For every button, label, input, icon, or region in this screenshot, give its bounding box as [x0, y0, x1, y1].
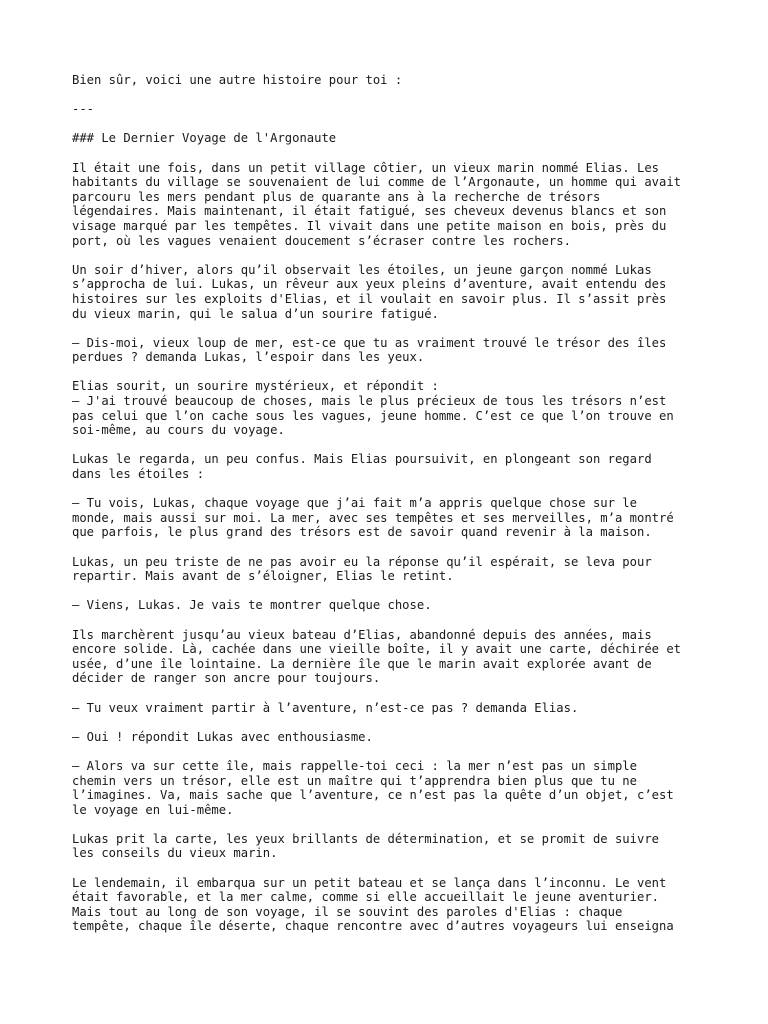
text-line: Lukas, un peu triste de ne pas avoir eu la réponse qu’il espérait, se leva pour [72, 554, 652, 569]
paragraph [72, 263, 732, 321]
paragraph [72, 759, 732, 817]
text-line: tempête, chaque île déserte, chaque rencontre avec d’autres voyageurs lui enseigna [72, 919, 674, 934]
paragraph [72, 876, 732, 934]
paragraph [72, 161, 732, 249]
separator [72, 102, 732, 117]
paragraph [72, 628, 732, 686]
text-line: --- [72, 102, 95, 117]
text-line: visage marqué par les tempêtes. Il vivait dans une petite maison en bois, près du [72, 218, 667, 233]
text-line: perdues ? demanda Lukas, l’espoir dans les yeux. [72, 350, 425, 365]
text-line: Il était une fois, dans un petit village côtier, un vieux marin nommé Elias. Les [72, 160, 659, 175]
paragraph [72, 336, 732, 365]
text-line: le voyage en lui-même. [72, 802, 234, 817]
text-line: habitants du village se souvenaient de lui comme de l’Argonaute, un homme qui avait [72, 175, 682, 190]
text-line: parcouru les mers pendant plus de quarante ans à la recherche de trésors [72, 189, 601, 204]
text-line: que parfois, le plus grand des trésors est de savoir quand revenir à la maison. [72, 525, 652, 540]
paragraph [72, 379, 732, 437]
text-line: Mais tout au long de son voyage, il se souvint des paroles d'Elias : chaque [72, 904, 623, 919]
text-line: repartir. Mais avant de s’éloigner, Elias le retint. [72, 569, 454, 584]
text-line: Bien sûr, voici une autre histoire pour toi : [72, 73, 403, 87]
text-line: – Alors va sur cette île, mais rappelle-toi ceci : la mer n’est pas un simple [72, 758, 637, 773]
story-heading [72, 131, 732, 146]
text-line: – J'ai trouvé beaucoup de choses, mais le plus précieux de tous les trésors n’est [72, 394, 667, 409]
paragraph [72, 832, 732, 861]
text-line: Ils marchèrent jusqu’au vieux bateau d’Elias, abandonné depuis des années, mais [72, 627, 652, 642]
text-line: Lukas le regarda, un peu confus. Mais Elias poursuivit, en plongeant son regard [72, 452, 652, 467]
text-line: l’imagines. Va, mais sache que l’aventure, ce n’est pas la quête d’un objet, c’est [72, 788, 674, 803]
paragraph [72, 496, 732, 540]
text-line: Le lendemain, il embarqua sur un petit bateau et se lança dans l’inconnu. Le vent [72, 875, 667, 890]
text-line: ### Le Dernier Voyage de l'Argonaute [72, 131, 337, 146]
intro-line [72, 73, 732, 88]
text-line: soi-même, au cours du voyage. [72, 423, 285, 438]
text-line: usée, d’une île lointaine. La dernière île que le marin avait explorée avant de [72, 656, 652, 671]
text-line: monde, mais aussi sur moi. La mer, avec ses tempêtes et ses merveilles, m’a montré [72, 510, 674, 525]
text-line: Elias sourit, un sourire mystérieux, et répondit : [72, 379, 439, 394]
text-line: – Viens, Lukas. Je vais te montrer quelque chose. [72, 598, 432, 613]
text-line: pas celui que l’on cache sous les vagues, jeune homme. C’est ce que l’on trouve en [72, 408, 674, 423]
text-line: – Tu vois, Lukas, chaque voyage que j’ai fait m’a appris quelque chose sur le [72, 496, 637, 511]
paragraph [72, 730, 732, 745]
text-line: Un soir d’hiver, alors qu’il observait les étoiles, un jeune garçon nommé Lukas [72, 262, 652, 277]
text-line: décider de ranger son ancre pour toujours. [72, 671, 381, 686]
paragraph [72, 555, 732, 584]
paragraph [72, 701, 732, 716]
text-line: du vieux marin, qui le salua d’un sourire fatigué. [72, 306, 439, 321]
text-line: chemin vers un trésor, elle est un maître qui t’apprendra bien plus que tu ne [72, 773, 637, 788]
text-line: – Tu veux vraiment partir à l’aventure, n’est-ce pas ? demanda Elias. [72, 700, 579, 715]
text-line: les conseils du vieux marin. [72, 846, 278, 861]
text-line: – Dis-moi, vieux loup de mer, est-ce que tu as vraiment trouvé le trésor des îles [72, 335, 667, 350]
text-line: dans les étoiles : [72, 467, 205, 482]
document-page [72, 73, 732, 949]
paragraph [72, 598, 732, 613]
text-line: – Oui ! répondit Lukas avec enthousiasme. [72, 729, 373, 744]
paragraph [72, 452, 732, 481]
text-line: encore solide. Là, cachée dans une vieille boîte, il y avait une carte, déchirée et [72, 642, 682, 657]
text-line: port, où les vagues venaient doucement s’écraser contre les rochers. [72, 233, 571, 248]
text-line: légendaires. Mais maintenant, il était fatigué, ses cheveux devenus blancs et son [72, 204, 667, 219]
text-line: s’approcha de lui. Lukas, un rêveur aux yeux pleins d’aventure, avait entendu des [72, 277, 667, 292]
text-line: Lukas prit la carte, les yeux brillants de détermination, et se promit de suivre [72, 831, 659, 846]
text-line: était favorable, et la mer calme, comme si elle accueillait le jeune aventurier. [72, 890, 659, 905]
text-line: histoires sur les exploits d'Elias, et il voulait en savoir plus. Il s’assit près [72, 291, 667, 306]
